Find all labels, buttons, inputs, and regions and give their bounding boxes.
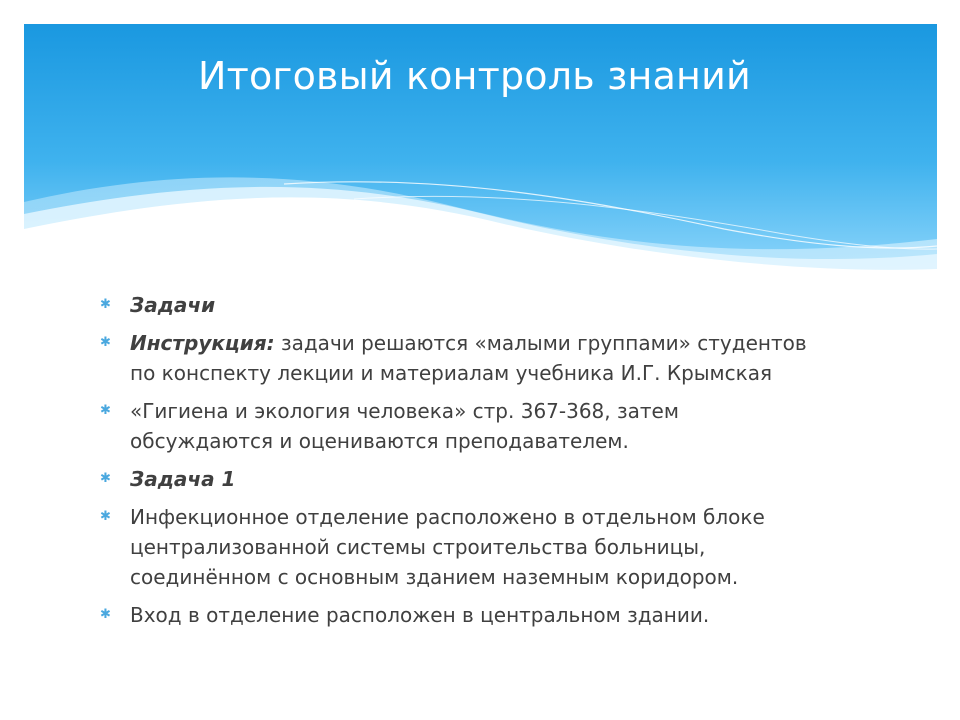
bullet-text <box>130 502 880 592</box>
bullet-emphasis: Задача 1 <box>130 467 236 491</box>
asterisk-icon: ✱ <box>100 509 111 524</box>
list-item <box>100 464 880 494</box>
list-item <box>100 600 880 630</box>
bullet-line-text: «Гигиена и экология человека» стр. 367-368, затем <box>130 399 679 423</box>
list-item <box>100 328 880 388</box>
asterisk-icon: ✱ <box>100 471 111 486</box>
bullet-line-text: обсуждаются и оцениваются преподавателем. <box>130 429 629 453</box>
list-item <box>100 502 880 592</box>
bullet-line-text: Инфекционное отделение расположено в отдельном блоке <box>130 505 765 529</box>
asterisk-icon: ✱ <box>100 403 111 418</box>
bullet-text <box>130 293 215 317</box>
bullet-line-text: по конспекту лекции и материалам учебника И.Г. Крымская <box>130 361 773 385</box>
asterisk-icon: ✱ <box>100 335 111 350</box>
bullet-list <box>100 290 880 638</box>
bullet-line-text: соединённом с основным зданием наземным коридором. <box>130 565 739 589</box>
bullet-text <box>130 328 880 388</box>
bullet-text <box>130 600 880 630</box>
text-line <box>130 328 880 358</box>
bullet-emphasis: Задачи <box>130 293 216 317</box>
bullet-text <box>130 467 235 491</box>
bullet-line-text: централизованной системы строительства больницы, <box>130 535 706 559</box>
bullet-line-text: задачи решаются «малыми группами» студентов <box>274 331 807 355</box>
list-item <box>100 396 880 456</box>
asterisk-icon: ✱ <box>100 297 111 312</box>
slide-title: Итоговый контроль знаний <box>198 54 751 98</box>
bullet-line-text: Вход в отделение расположен в центральном здании. <box>130 603 710 627</box>
asterisk-icon: ✱ <box>100 607 111 622</box>
bullet-emphasis: Инструкция: <box>130 331 275 355</box>
list-item <box>100 290 880 320</box>
bullet-text <box>130 396 880 456</box>
